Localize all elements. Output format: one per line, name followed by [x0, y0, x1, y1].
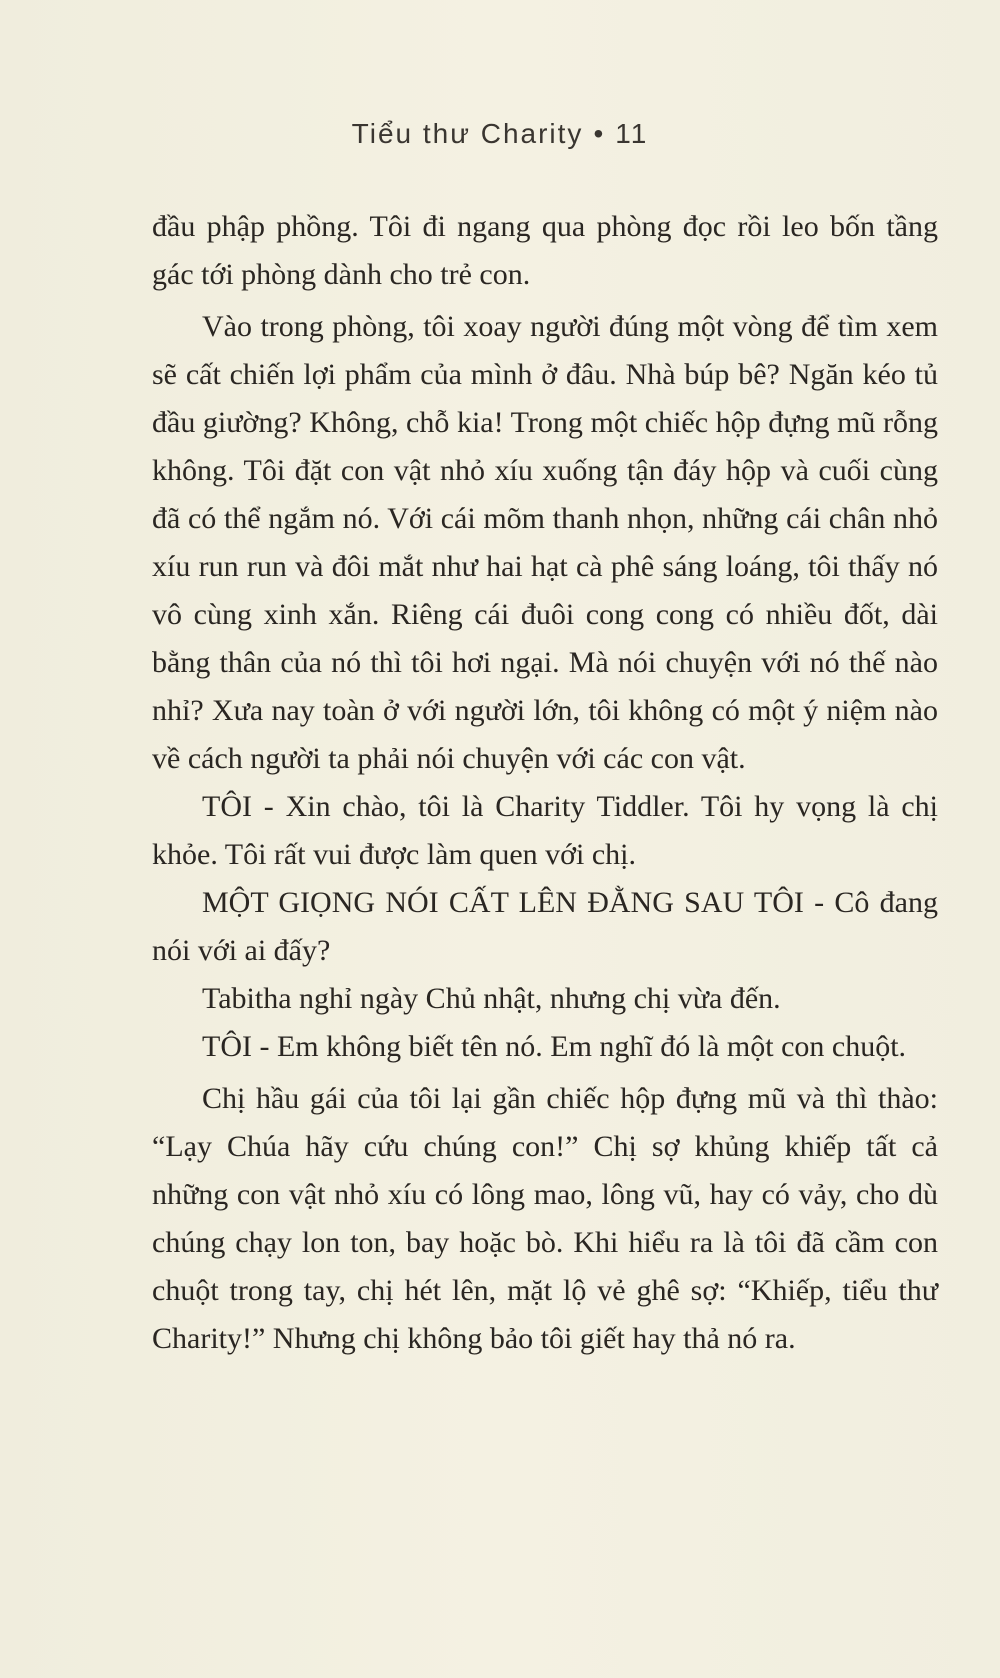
page-number: 11 [615, 118, 649, 149]
running-header-title: Tiểu thư Charity [351, 118, 584, 149]
running-header [0, 118, 1000, 150]
paragraph: đầu phập phồng. Tôi đi ngang qua phòng đọc rồi leo bốn tầng gác tới phòng dành cho trẻ con. [152, 210, 938, 291]
paragraph: Tabitha nghỉ ngày Chủ nhật, nhưng chị vừa đến. [202, 982, 781, 1015]
paragraph: TÔI - Em không biết tên nó. Em nghĩ đó là một con chuột. [202, 1030, 907, 1063]
running-header-separator: • [593, 118, 606, 149]
paragraph: TÔI - Xin chào, tôi là Charity Tiddler. Tôi hy vọng là chị khỏe. Tôi rất vui được làm quen với chị. [152, 790, 938, 871]
paragraph: Vào trong phòng, tôi xoay người đúng một vòng để tìm xem sẽ cất chiến lợi phẩm của mình ở đâu. Nhà búp bê? Ngăn kéo tủ đầu giường? Không, chỗ kia! Trong một chiếc hộp đựng mũ rỗng không. Tôi đặt con vật nhỏ xíu xuống tận đáy hộp và cuối cùng đã có thể ngắm nó. Với cái mõm thanh nhọn, những cái chân nhỏ xíu run run và đôi mắt như hai hạt cà phê sáng loáng, tôi thấy nó vô cùng xinh xắn. Riêng cái đuôi cong cong có nhiều đốt, dài bằng thân của nó thì tôi hơi ngại. Mà nói chuyện với nó thế nào nhỉ? Xưa nay toàn ở với người lớn, tôi không có một ý niệm nào về cách người ta phải nói chuyện với các con vật. [152, 310, 938, 775]
paragraph: MỘT GIỌNG NÓI CẤT LÊN ĐẰNG SAU TÔI - Cô đang nói với ai đấy? [152, 886, 938, 967]
paragraph: Chị hầu gái của tôi lại gần chiếc hộp đựng mũ và thì thào: “Lạy Chúa hãy cứu chúng con!” Chị sợ khủng khiếp tất cả những con vật nhỏ xíu có lông mao, lông vũ, hay có vảy, cho dù chúng chạy lon ton, bay hoặc bò. Khi hiểu ra là tôi đã cầm con chuột trong tay, chị hét lên, mặt lộ vẻ ghê sợ: “Khiếp, tiểu thư Charity!” Nhưng chị không bảo tôi giết hay thả nó ra. [152, 1082, 938, 1355]
body-text [152, 203, 938, 1363]
